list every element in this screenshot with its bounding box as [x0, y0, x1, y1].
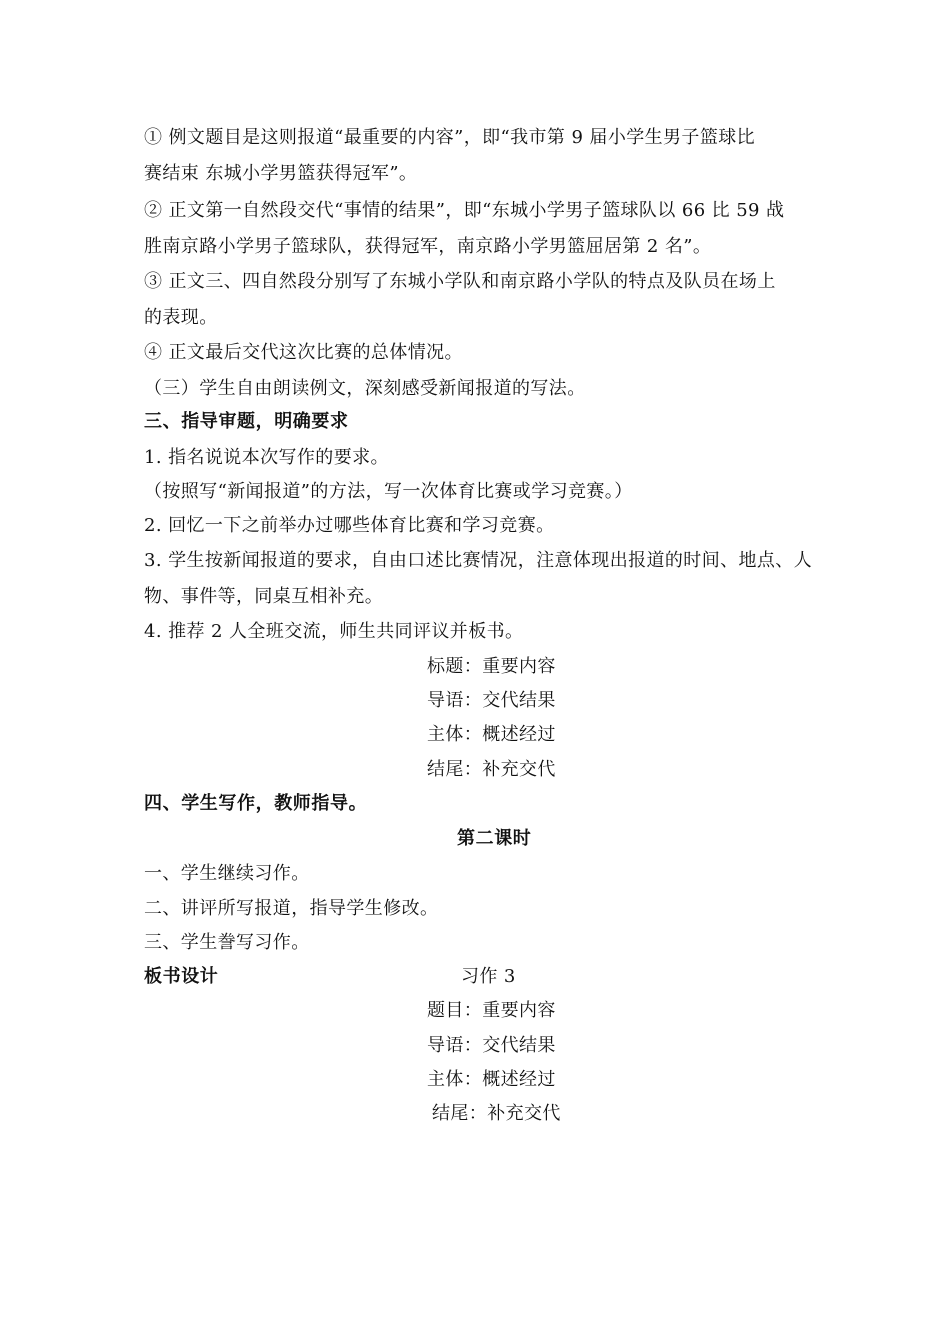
- example-note-line: ③ 正文三、四自然段分别写了东城小学队和南京路小学队的特点及队员在场上: [144, 271, 776, 292]
- board-line: 结尾：补充交代: [427, 759, 556, 780]
- lesson-title: 第二课时: [457, 828, 532, 849]
- section-heading: 三、指导审题，明确要求: [144, 411, 349, 432]
- board-line: 导语：交代结果: [427, 690, 556, 711]
- instruction-line: 3. 学生按新闻报道的要求，自由口述比赛情况，注意体现出报道的时间、地点、人: [144, 550, 813, 571]
- example-note-line: ④ 正文最后交代这次比赛的总体情况。: [144, 342, 463, 363]
- example-note-line: 的表现。: [144, 307, 218, 328]
- example-note-line: （三）学生自由朗读例文，深刻感受新闻报道的写法。: [144, 378, 586, 399]
- board-line: 主体：概述经过: [427, 724, 556, 745]
- board-design-label: 板书设计: [144, 966, 219, 987]
- example-note-line: 胜南京路小学男子篮球队，获得冠军，南京路小学男篮屈居第 2 名”。: [144, 236, 712, 257]
- instruction-line: 1. 指名说说本次写作的要求。: [144, 447, 389, 468]
- example-note-line: ① 例文题目是这则报道“最重要的内容”，即“我市第 9 届小学生男子篮球比: [144, 127, 756, 148]
- lesson-step: 一、学生继续习作。: [144, 863, 310, 884]
- instruction-line: 物、事件等，同桌互相补充。: [144, 586, 384, 607]
- instruction-line: 2. 回忆一下之前举办过哪些体育比赛和学习竞赛。: [144, 515, 555, 536]
- section-heading: 四、学生写作，教师指导。: [144, 793, 368, 814]
- board-line: 标题：重要内容: [427, 656, 556, 677]
- board-design-line: 结尾：补充交代: [432, 1103, 561, 1124]
- board-design-line: 主体：概述经过: [427, 1069, 556, 1090]
- lesson-step: 三、学生誊写习作。: [144, 932, 310, 953]
- instruction-line: （按照写“新闻报道”的方法，写一次体育比赛或学习竞赛。）: [144, 481, 633, 502]
- board-design-line: 导语：交代结果: [427, 1035, 556, 1056]
- board-design-line: 题目：重要内容: [427, 1000, 556, 1021]
- board-design-title: 习作 3: [461, 966, 516, 987]
- instruction-line: 4. 推荐 2 人全班交流，师生共同评议并板书。: [144, 621, 524, 642]
- example-note-line: 赛结束 东城小学男篮获得冠军”。: [144, 163, 418, 184]
- lesson-step: 二、讲评所写报道，指导学生修改。: [144, 898, 439, 919]
- example-note-line: ② 正文第一自然段交代“事情的结果”，即“东城小学男子篮球队以 66 比 59 战: [144, 200, 785, 221]
